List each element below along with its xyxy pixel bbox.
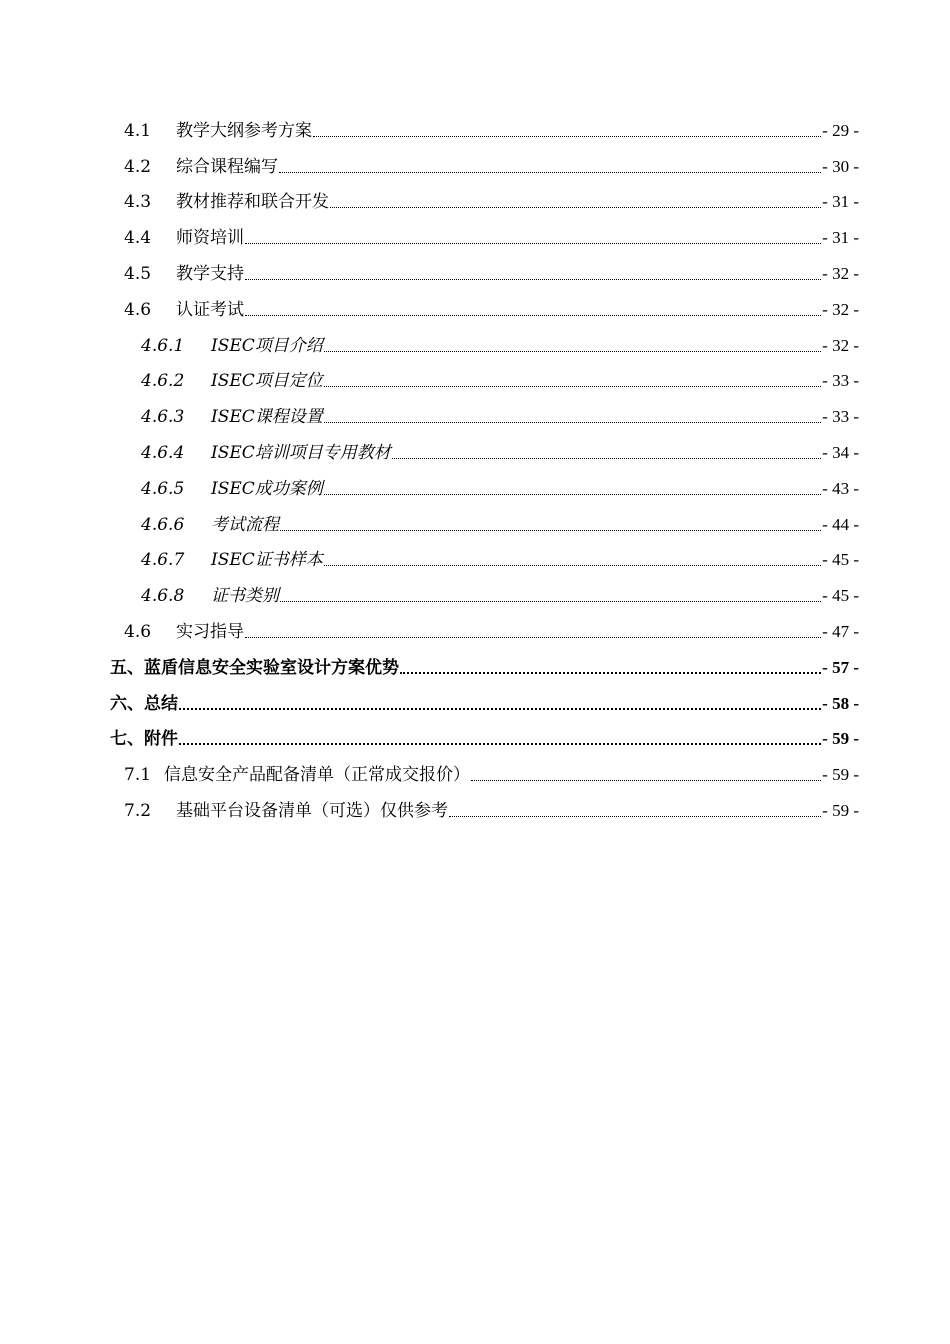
toc-number: 7.1 xyxy=(124,765,152,786)
toc-leader xyxy=(324,336,821,356)
toc-number: 4.6.3 xyxy=(141,407,185,428)
toc-entry-chapter-6[interactable] xyxy=(0,686,950,722)
toc-number: 4.6 xyxy=(124,299,152,320)
toc-leader xyxy=(324,407,821,427)
toc-number: 7.2 xyxy=(124,801,152,822)
toc-leader xyxy=(280,515,821,535)
toc-title: 综合课程编写 xyxy=(176,156,278,177)
toc-entry-4-4[interactable] xyxy=(0,220,950,256)
toc-title: ISEC培训项目专用教材 xyxy=(211,443,391,464)
toc-title: 七、附件 xyxy=(110,729,178,750)
table-of-contents xyxy=(0,113,950,829)
toc-title: 教学支持 xyxy=(176,264,244,285)
toc-entry-4-6-2[interactable] xyxy=(0,364,950,400)
toc-page-number: - 32 - xyxy=(822,264,859,284)
toc-title: 认证考试 xyxy=(176,299,244,320)
toc-entry-chapter-7[interactable] xyxy=(0,722,950,758)
toc-title: ISEC项目介绍 xyxy=(211,335,323,356)
toc-entry-4-6-5[interactable] xyxy=(0,471,950,507)
toc-page-number: - 31 - xyxy=(822,192,859,212)
toc-page-number: - 33 - xyxy=(822,407,859,427)
toc-page-number: - 57 - xyxy=(822,657,859,677)
toc-leader xyxy=(449,801,821,821)
toc-entry-4-1[interactable] xyxy=(0,113,950,149)
toc-entry-4-2[interactable] xyxy=(0,149,950,185)
toc-title: 证书类别 xyxy=(211,586,279,607)
toc-entry-4-6-1[interactable] xyxy=(0,328,950,364)
toc-title: 六、总结 xyxy=(110,693,178,714)
toc-title: 教材推荐和联合开发 xyxy=(176,192,329,213)
toc-page-number: - 44 - xyxy=(822,514,859,534)
toc-leader xyxy=(392,443,821,463)
toc-leader xyxy=(280,586,821,606)
toc-entry-4-3[interactable] xyxy=(0,185,950,221)
toc-page-number: - 47 - xyxy=(822,622,859,642)
toc-page-number: - 32 - xyxy=(822,335,859,355)
toc-title: 五、蓝盾信息安全实验室设计方案优势 xyxy=(110,657,399,678)
toc-number: 4.1 xyxy=(124,120,152,141)
toc-leader xyxy=(324,479,821,499)
toc-page-number: - 29 - xyxy=(822,120,859,140)
toc-entry-7-2[interactable] xyxy=(0,793,950,829)
toc-page-number: - 32 - xyxy=(822,299,859,319)
toc-leader xyxy=(179,729,821,749)
toc-number: 4.6 xyxy=(124,622,152,643)
toc-entry-4-5[interactable] xyxy=(0,256,950,292)
toc-entry-7-1[interactable] xyxy=(0,757,950,793)
toc-title: 信息安全产品配备清单（正常成交报价） xyxy=(164,765,470,786)
toc-number: 4.6.5 xyxy=(141,478,185,499)
toc-page-number: - 59 - xyxy=(822,765,859,785)
toc-entry-chapter-5[interactable] xyxy=(0,650,950,686)
toc-page-number: - 33 - xyxy=(822,371,859,391)
toc-title: 实习指导 xyxy=(176,622,244,643)
toc-entry-4-6-3[interactable] xyxy=(0,399,950,435)
toc-leader xyxy=(245,264,821,284)
toc-entry-4-6-4[interactable] xyxy=(0,435,950,471)
toc-entry-4-6-internship[interactable] xyxy=(0,614,950,650)
toc-title: ISEC课程设置 xyxy=(211,407,323,428)
toc-number: 4.6.6 xyxy=(141,514,185,535)
toc-leader xyxy=(330,192,821,212)
toc-title: 师资培训 xyxy=(176,228,244,249)
toc-number: 4.6.7 xyxy=(141,550,185,571)
toc-number: 4.6.1 xyxy=(141,335,185,356)
toc-page-number: - 31 - xyxy=(822,228,859,248)
toc-leader xyxy=(279,157,821,177)
toc-page-number: - 59 - xyxy=(822,801,859,821)
toc-title: ISEC证书样本 xyxy=(211,550,323,571)
toc-page-number: - 58 - xyxy=(822,693,859,713)
toc-number: 4.6.4 xyxy=(141,443,185,464)
toc-leader xyxy=(471,765,821,785)
toc-page-number: - 59 - xyxy=(822,729,859,749)
toc-title: 基础平台设备清单（可选）仅供参考 xyxy=(176,801,448,822)
toc-entry-4-6-7[interactable] xyxy=(0,543,950,579)
toc-title: ISEC项目定位 xyxy=(211,371,323,392)
toc-number: 4.2 xyxy=(124,156,152,177)
toc-page-number: - 34 - xyxy=(822,443,859,463)
toc-number: 4.5 xyxy=(124,264,152,285)
toc-leader xyxy=(400,658,821,678)
toc-page-number: - 30 - xyxy=(822,156,859,176)
toc-title: 教学大纲参考方案 xyxy=(176,120,312,141)
toc-entry-4-6-6[interactable] xyxy=(0,507,950,543)
toc-leader xyxy=(179,694,821,714)
toc-title: 考试流程 xyxy=(211,514,279,535)
toc-title: ISEC成功案例 xyxy=(211,478,323,499)
toc-number: 4.4 xyxy=(124,228,152,249)
toc-number: 4.6.2 xyxy=(141,371,185,392)
toc-page-number: - 43 - xyxy=(822,478,859,498)
toc-leader xyxy=(245,300,821,320)
toc-entry-4-6[interactable] xyxy=(0,292,950,328)
toc-leader xyxy=(324,371,821,391)
toc-page-number: - 45 - xyxy=(822,550,859,570)
toc-page-number: - 45 - xyxy=(822,586,859,606)
toc-number: 4.3 xyxy=(124,192,152,213)
toc-leader xyxy=(313,121,821,141)
toc-number: 4.6.8 xyxy=(141,586,185,607)
toc-leader xyxy=(245,622,821,642)
toc-leader xyxy=(324,550,821,570)
toc-leader xyxy=(245,228,821,248)
toc-entry-4-6-8[interactable] xyxy=(0,578,950,614)
